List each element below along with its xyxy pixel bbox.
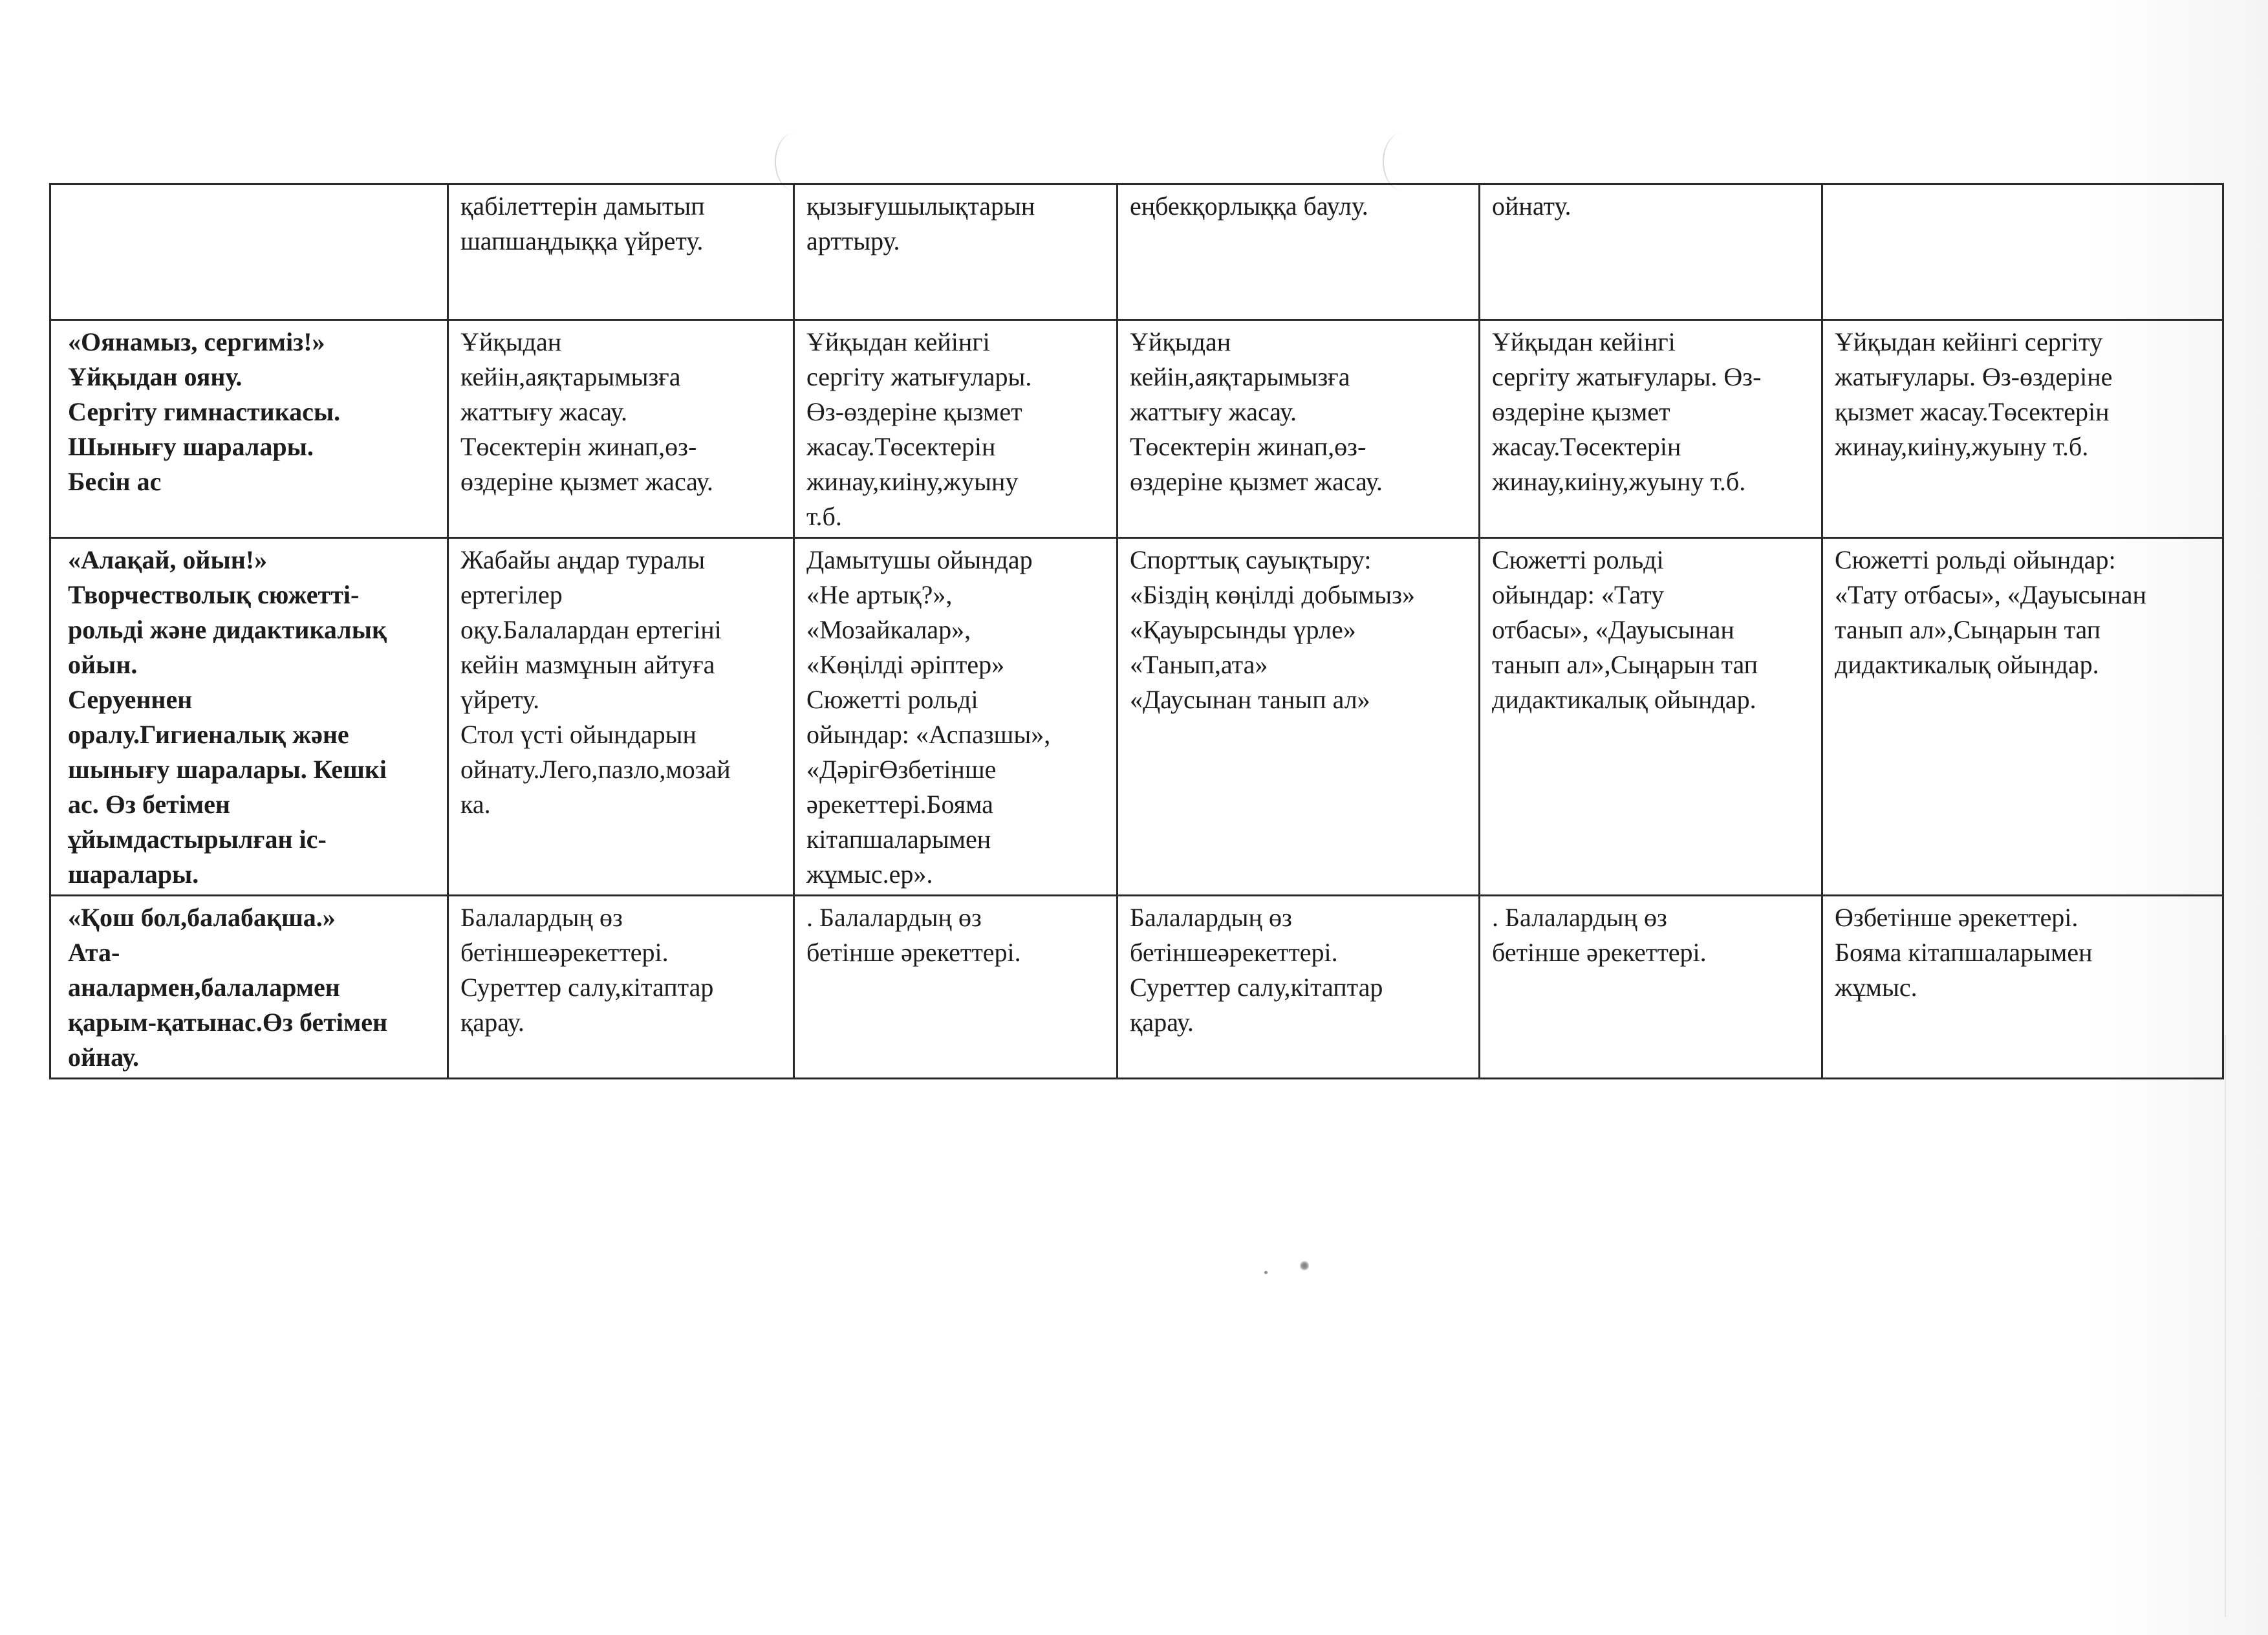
- table-cell: қабілеттерін дамытып шапшаңдыққа үйрету.: [448, 184, 794, 320]
- table-cell: [1822, 184, 2223, 320]
- table-cell: Ұйқыдан кейінгі сергіту жатығулары. Өз- өздеріне қызмет жасау.Төсектерін жинау,киіну,жуыну т.б.: [1480, 320, 1822, 538]
- scan-edge-line: [2225, 1035, 2226, 1617]
- punch-hole-mark: [775, 133, 815, 191]
- scan-speck: [1300, 1260, 1309, 1272]
- table-row: [50, 538, 2223, 896]
- table-row: [50, 184, 2223, 320]
- row-label-cell: «Қош бол,балабақша.» Ата- аналармен,балалармен қарым-қатынас.Өз бетімен ойнау.: [50, 896, 448, 1079]
- punch-hole-mark: [1383, 133, 1423, 191]
- table-cell: еңбекқорлыққа баулу.: [1118, 184, 1480, 320]
- table-cell: Ұйқыдан кейінгі сергіту жатығулары. Өз-өздеріне қызмет жасау.Төсектерін жинау,киіну,жуыну т.б.: [1822, 320, 2223, 538]
- row-label-cell: [50, 184, 448, 320]
- scan-speck: [1264, 1271, 1268, 1274]
- table-cell: Балалардың өз бетіншеәрекеттері. Суреттер салу,кітаптар қарау.: [1118, 896, 1480, 1079]
- table-cell: Спорттық сауықтыру: «Біздің көңілді добымыз» «Қауырсынды үрле» «Танып,ата» «Даусынан танып ал»: [1118, 538, 1480, 896]
- row-label-cell: «Оянамыз, сергиміз!» Ұйқыдан ояну. Сергіту гимнастикасы. Шынығу шаралары. Бесін ас: [50, 320, 448, 538]
- table-cell: Балалардың өз бетіншеәрекеттері. Суреттер салу,кітаптар қарау.: [448, 896, 794, 1079]
- table-cell: Жабайы аңдар туралы ертегілер оқу.Балалардан ертегіні кейін мазмұнын айтуға үйрету. Стол үсті ойындарын ойнату.Лего,пазло,мозай ка.: [448, 538, 794, 896]
- table-cell: Ұйқыдан кейінгі сергіту жатығулары. Өз-өздеріне қызмет жасау.Төсектерін жинау,киіну,жуыну т.б.: [794, 320, 1118, 538]
- table-cell: Дамытушы ойындар «Не артық?», «Мозайкалар», «Көңілді әріптер» Сюжетті рольді ойындар: «Аспазшы», «ДәрігӨзбетінше әрекеттері.Бояма кітапшаларымен жұмыс.ер».: [794, 538, 1118, 896]
- table-cell: ойнату.: [1480, 184, 1822, 320]
- table-cell: Ұйқыдан кейін,аяқтарымызға жаттығу жасау. Төсектерін жинап,өз- өздеріне қызмет жасау.: [448, 320, 794, 538]
- table-row: [50, 896, 2223, 1079]
- row-label-cell: «Алақай, ойын!» Творчестволық сюжетті- рольді және дидактикалық ойын. Серуеннен оралу.Гигиеналық және шынығу шаралары. Кешкі ас. Өз бетімен ұйымдастырылған іс- шаралары.: [50, 538, 448, 896]
- table-cell: . Балалардың өз бетінше әрекеттері.: [794, 896, 1118, 1079]
- table-cell: Сюжетті рольді ойындар: «Тату отбасы», «Дауысынан танып ал»,Сыңарын тап дидактикалық ойындар.: [1822, 538, 2223, 896]
- daily-plan-table: [49, 183, 2224, 1079]
- table-cell: . Балалардың өз бетінше әрекеттері.: [1480, 896, 1822, 1079]
- table-cell: қызығушылықтарын арттыру.: [794, 184, 1118, 320]
- table-cell: Ұйқыдан кейін,аяқтарымызға жаттығу жасау. Төсектерін жинап,өз- өздеріне қызмет жасау.: [1118, 320, 1480, 538]
- table-cell: Сюжетті рольді ойындар: «Тату отбасы», «Дауысынан танып ал»,Сыңарын тап дидактикалық ойындар.: [1480, 538, 1822, 896]
- table-cell: Өзбетінше әрекеттері. Бояма кітапшаларымен жұмыс.: [1822, 896, 2223, 1079]
- table-row: [50, 320, 2223, 538]
